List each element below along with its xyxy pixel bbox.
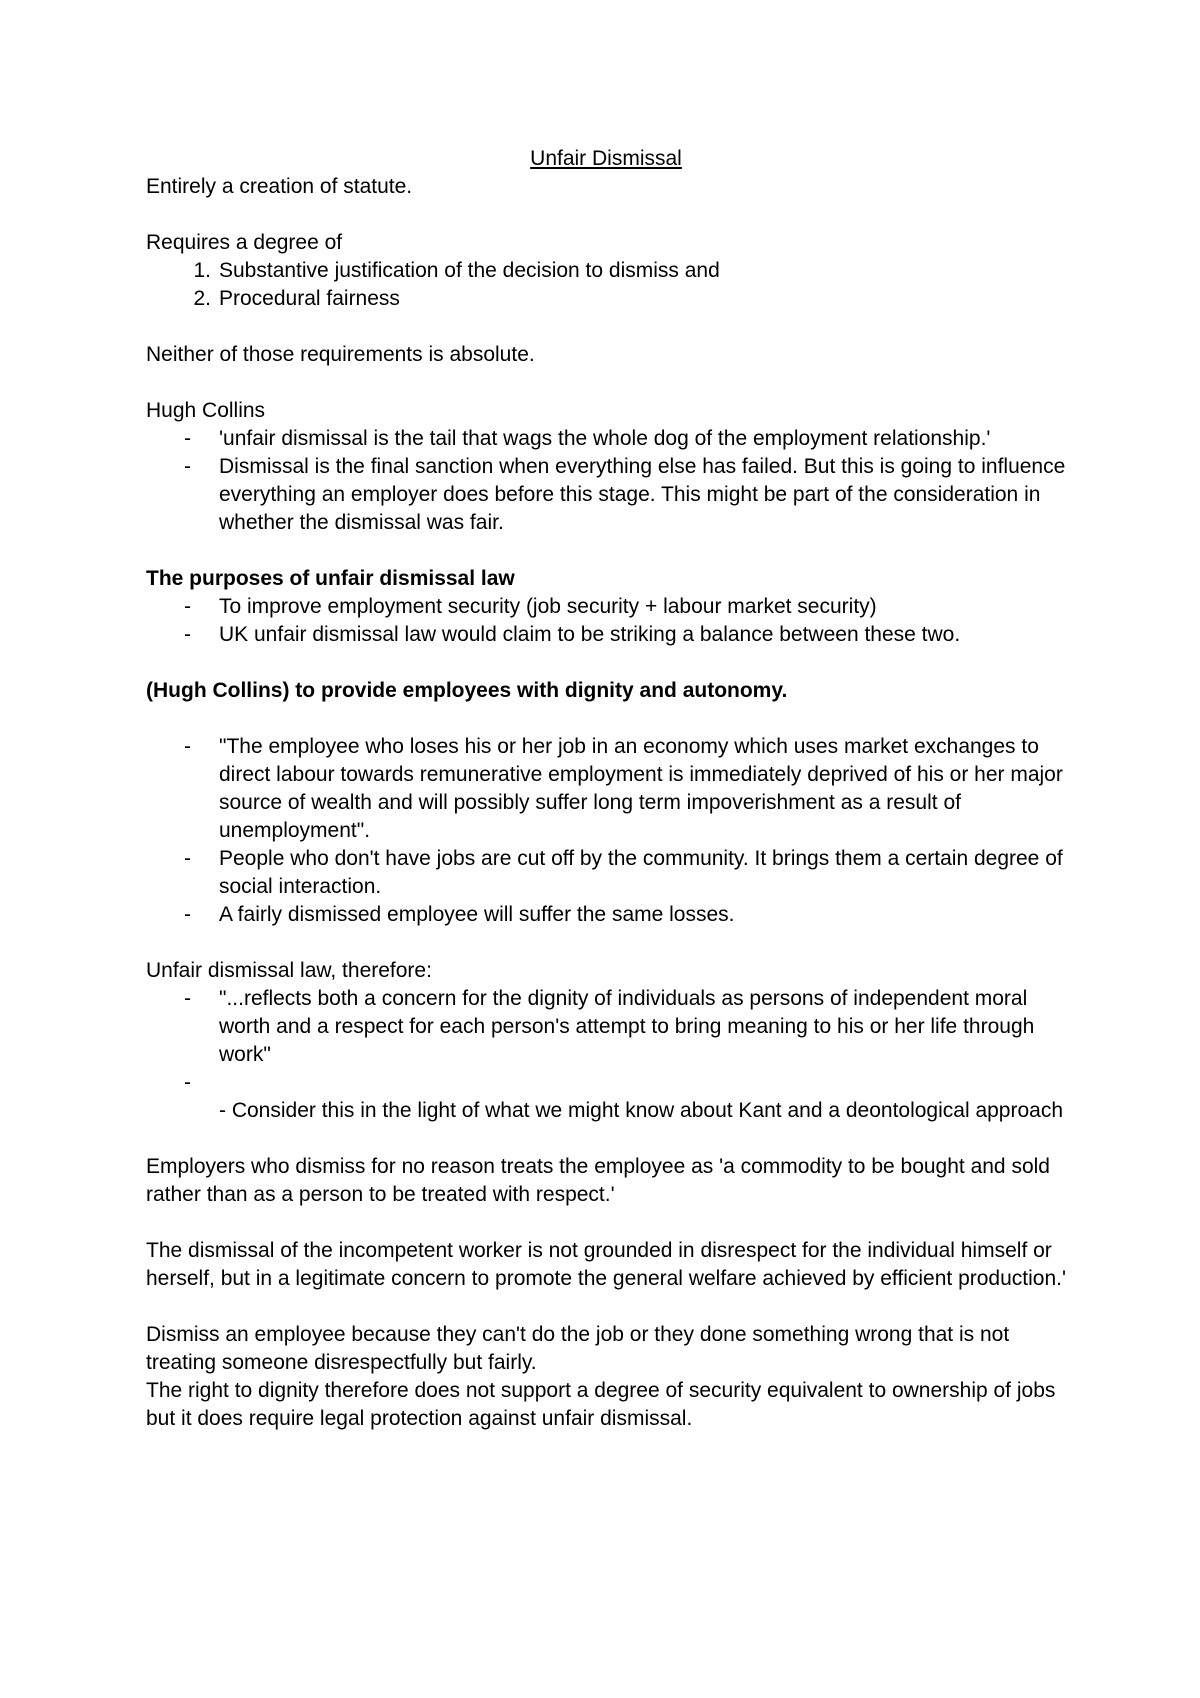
collins-lead: Hugh Collins: [146, 399, 266, 422]
list-item-text: Dismissal is the final sanction when everything else has failed. But this is going to influence everything an employer does before this stage. This might be part of the consideration in whether the dismissal was fair.: [219, 455, 1066, 534]
employers-paragraph: Employers who dismiss for no reason treats the employee as 'a commodity to be bought and sold rather than as a person to be treated with respect.': [146, 1155, 1050, 1206]
list-item-text: - Consider this in the light of what we might know about Kant and a deontological approach: [219, 1099, 1064, 1122]
dash-bullet: -: [184, 903, 191, 926]
dignity-heading: (Hugh Collins) to provide employees with dignity and autonomy.: [146, 679, 788, 702]
list-item-text: "The employee who loses his or her job in an economy which uses market exchanges to direct labour towards remunerative employment is immediately deprived of his or her major source of wealth and will possibly suffer long term impoverishment as a result of unemployment".: [219, 735, 1063, 842]
list-item: [146, 593, 1066, 621]
list-item-text: [219, 1069, 1066, 1097]
dismiss-paragraph: Dismiss an employee because they can't do the job or they done something wrong that is not treating someone disrespectfully but fairly.: [146, 1323, 1010, 1374]
list-item-text: "...reflects both a concern for the dignity of individuals as persons of independent moral worth and a respect for each person's attempt to bring meaning to his or her life through work": [219, 987, 1035, 1066]
list-item: [146, 257, 1066, 285]
incompetent-paragraph: The dismissal of the incompetent worker is not grounded in disrespect for the individual himself or herself, but in a legitimate concern to promote the general welfare achieved by efficient production.': [146, 1239, 1066, 1290]
purposes-list: [146, 593, 1066, 649]
list-number: 2.: [193, 287, 211, 310]
therefore-lead: Unfair dismissal law, therefore:: [146, 959, 432, 982]
list-item: [146, 285, 1066, 313]
document-title: Unfair Dismissal: [530, 147, 682, 170]
dash-bullet: -: [184, 427, 191, 450]
list-item-text: People who don't have jobs are cut off by the community. It brings them a certain degree of social interaction.: [219, 847, 1063, 898]
dash-bullet: -: [184, 1071, 191, 1094]
requires-list: [146, 257, 1066, 313]
dash-bullet: -: [184, 735, 191, 758]
dash-bullet: -: [184, 595, 191, 618]
list-number: 1.: [193, 259, 211, 282]
dignity-list: [146, 733, 1066, 929]
purposes-heading: The purposes of unfair dismissal law: [146, 567, 515, 590]
neither-text: Neither of those requirements is absolute.: [146, 343, 535, 366]
dash-bullet: -: [184, 623, 191, 646]
list-item: [146, 425, 1066, 453]
dash-bullet: -: [184, 455, 191, 478]
list-item: [146, 733, 1066, 845]
list-item: [146, 845, 1066, 901]
list-item: [146, 453, 1066, 537]
list-item: [146, 985, 1066, 1069]
dash-bullet: -: [184, 987, 191, 1010]
list-item-text: A fairly dismissed employee will suffer the same losses.: [219, 903, 735, 926]
list-item-text: 'unfair dismissal is the tail that wags the whole dog of the employment relationship.': [219, 427, 991, 450]
list-item: [146, 1097, 1066, 1125]
list-item-text: Substantive justification of the decision to dismiss and: [219, 259, 720, 282]
list-item-text: Procedural fairness: [219, 287, 400, 310]
list-item: [146, 1069, 1066, 1097]
intro-text: Entirely a creation of statute.: [146, 175, 413, 198]
list-item-text: To improve employment security (job security + labour market security): [219, 595, 877, 618]
list-item: [146, 901, 1066, 929]
requires-lead: Requires a degree of: [146, 231, 343, 254]
list-item-text: UK unfair dismissal law would claim to be striking a balance between these two.: [219, 623, 961, 646]
right-paragraph: The right to dignity therefore does not support a degree of security equivalent to ownership of jobs but it does require legal protection against unfair dismissal.: [146, 1379, 1056, 1430]
therefore-list: [146, 985, 1066, 1125]
document-body: [146, 145, 1066, 1433]
collins-list: [146, 425, 1066, 537]
dash-bullet: -: [184, 847, 191, 870]
list-item: [146, 621, 1066, 649]
